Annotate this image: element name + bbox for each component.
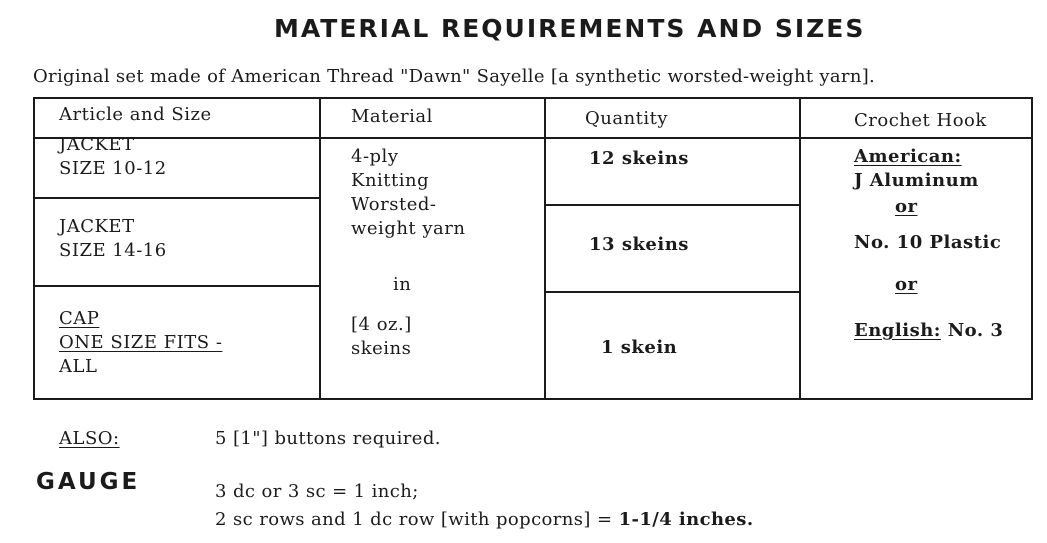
hook-or: or [895, 196, 918, 217]
quantity-jacket-small: 12 skeins [589, 148, 689, 169]
article-name: JACKET [59, 134, 135, 155]
row-divider [35, 285, 319, 287]
quantity-jacket-large: 13 skeins [589, 234, 689, 255]
article-cap [59, 307, 222, 379]
column-divider [319, 99, 321, 398]
article-jacket-small [59, 133, 167, 181]
header-quantity: Quantity [585, 108, 669, 129]
material-in: in [393, 274, 412, 295]
column-divider [544, 99, 546, 398]
hook-english-value: No. 3 [947, 320, 1004, 341]
material-line: Knitting [351, 170, 430, 191]
gauge-line-2 [215, 509, 754, 530]
material-line: Worsted- [351, 194, 437, 215]
article-size: SIZE 14-16 [59, 240, 167, 261]
header-divider [35, 137, 1031, 139]
header-article: Article and Size [59, 104, 212, 125]
material-line: 4-ply [351, 146, 399, 167]
row-divider [35, 197, 319, 199]
material-line: [4 oz.] [351, 314, 412, 335]
hook-english [854, 319, 1003, 343]
intro-text: Original set made of American Thread "Dawn" Sayelle [a synthetic worsted-weight yarn]. [33, 66, 876, 87]
requirements-table [33, 97, 1033, 400]
material-line: weight yarn [351, 218, 466, 239]
hook-american-value: J Aluminum [854, 170, 979, 191]
hook-plastic: No. 10 Plastic [854, 232, 1002, 253]
material-description [351, 145, 465, 241]
header-crochet-hook: Crochet Hook [854, 110, 987, 131]
header-material: Material [351, 106, 433, 127]
hook-american-label: American: [854, 146, 962, 167]
article-name: CAP [59, 308, 100, 329]
also-text: 5 [1"] buttons required. [215, 428, 441, 449]
hook-or: or [895, 274, 918, 295]
article-name: JACKET [59, 216, 135, 237]
row-divider [544, 291, 799, 293]
hook-english-label: English: [854, 320, 941, 341]
article-size: ONE SIZE FITS - [59, 332, 223, 353]
article-jacket-large [59, 215, 167, 263]
gauge-line-2-text: 2 sc rows and 1 dc row [with popcorns] = [215, 509, 619, 530]
page-title: MATERIAL REQUIREMENTS AND SIZES [274, 14, 866, 43]
article-size-cont: ALL [59, 356, 98, 377]
material-weight [351, 313, 412, 361]
material-line: skeins [351, 338, 412, 359]
gauge-line-1: 3 dc or 3 sc = 1 inch; [215, 481, 419, 502]
article-size: SIZE 10-12 [59, 158, 167, 179]
column-divider [799, 99, 801, 398]
also-label: ALSO: [59, 428, 120, 449]
row-divider [544, 204, 799, 206]
gauge-line-2-value: 1-1/4 inches. [618, 509, 754, 530]
quantity-cap: 1 skein [601, 337, 678, 358]
gauge-label: GAUGE [36, 469, 141, 495]
